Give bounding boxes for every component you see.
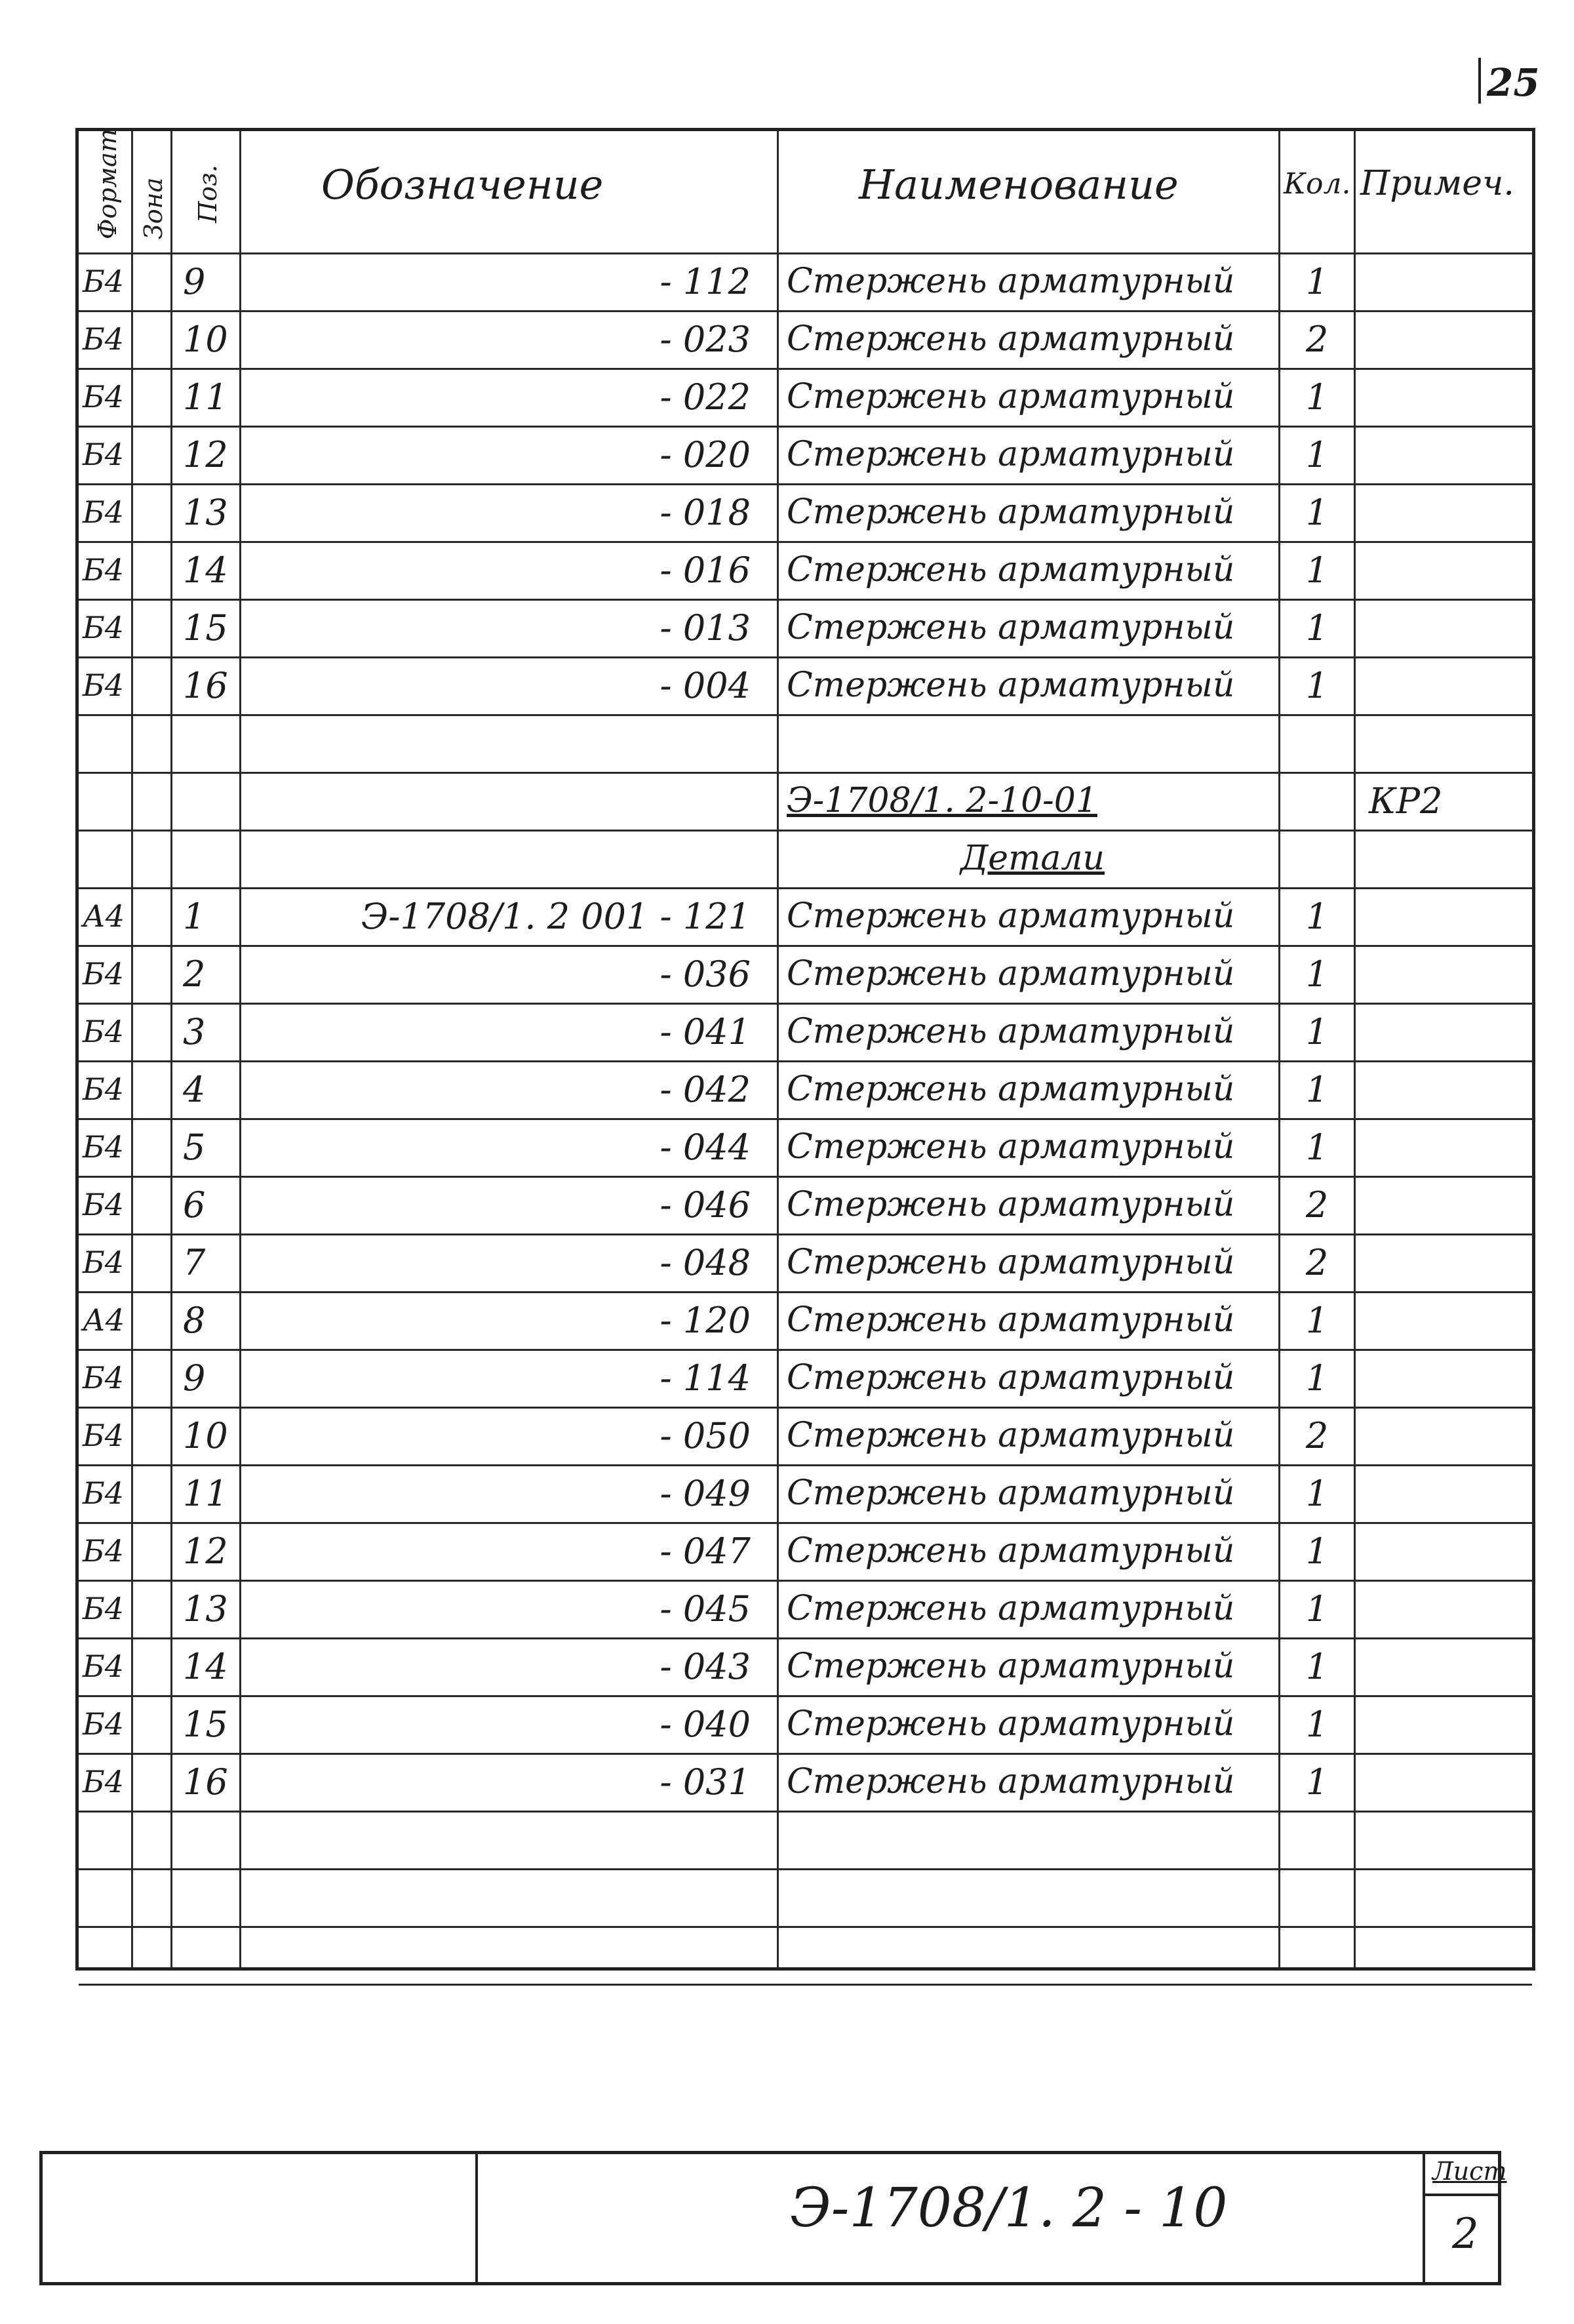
cell-pos: 13 [183,1588,228,1630]
cell-qty [1280,772,1354,830]
cell-zone [133,887,170,945]
cell-note [1356,310,1533,368]
cell-code [241,1868,751,1926]
cell-format: Б4 [83,1706,125,1742]
cell-name: Стержень арматурный [787,896,1235,936]
cell-pos: 15 [183,1703,228,1745]
cell-zone [133,310,170,368]
cell-format: Б4 [83,1360,125,1395]
cell-zone [133,1464,170,1522]
header-note: Примеч. [1360,164,1514,203]
cell-name: Стержень арматурный [787,954,1235,993]
cell-note [1356,426,1533,483]
row-divider [79,1984,1532,1986]
cell-zone [133,1522,170,1580]
cell-code: - 036 [659,953,751,995]
sheet-value: 2 [1452,2210,1479,2258]
cell-code [241,772,751,830]
cell-zone [133,714,170,772]
cell-format: Б4 [83,1418,125,1453]
cell-qty: 1 [1305,1761,1329,1803]
cell-qty: 1 [1305,1357,1329,1399]
cell-zone [133,368,170,426]
cell-code: - 045 [659,1588,751,1630]
cell-qty: 1 [1305,895,1329,937]
cell-code: Э-1708/1. 2 001 - 121 [361,895,751,937]
cell-name: Стержень арматурный [787,1589,1235,1628]
cell-code: - 040 [659,1703,751,1745]
cell-qty: 2 [1305,318,1329,360]
cell-pos [172,830,239,887]
cell-note [1356,1926,1533,1984]
cell-zone [133,1811,170,1868]
cell-name: Стержень арматурный [787,1647,1235,1686]
cell-format: Б4 [83,1475,125,1511]
cell-zone [133,483,170,541]
cell-format: Б4 [83,321,125,357]
cell-note [1356,1233,1533,1291]
cell-note [1356,1637,1533,1695]
specification-table [75,128,1535,1971]
cell-name: Стержень арматурный [787,1185,1235,1224]
cell-pos: 3 [183,1011,206,1052]
cell-pos: 6 [183,1184,206,1226]
header-zone: Зона [139,177,168,239]
cell-code: - 048 [659,1241,751,1283]
cell-qty: 1 [1305,1126,1329,1168]
cell-zone [133,599,170,656]
cell-qty: 1 [1305,1703,1329,1745]
cell-code: - 049 [659,1472,751,1514]
cell-format [79,1868,131,1926]
cell-qty: 1 [1305,664,1329,706]
cell-format: Б4 [83,1129,125,1165]
cell-code: - 016 [659,549,751,591]
cell-zone [133,541,170,599]
cell-format [79,1811,131,1868]
cell-zone [133,1291,170,1349]
cell-zone [133,830,170,887]
cell-format: Б4 [83,1764,125,1799]
cell-pos: 16 [183,664,228,706]
cell-pos: 12 [183,1530,228,1572]
cell-name: Стержень арматурный [787,666,1235,705]
cell-note [1356,1407,1533,1464]
cell-note [1356,945,1533,1003]
cell-name: Стержень арматурный [787,1473,1235,1513]
header-pos: Поз. [193,165,222,223]
sheet-label: Лист [1432,2157,1507,2186]
cell-note [1356,1060,1533,1118]
header-name: Наименование [859,161,1179,209]
cell-format: А4 [83,898,125,934]
cell-note [1356,368,1533,426]
cell-note [1356,656,1533,714]
cell-name: Стержень арматурный [787,1243,1235,1282]
cell-name: Стержень арматурный [787,262,1235,301]
cell-zone [133,1003,170,1060]
cell-pos [172,1926,239,1984]
title-block-divider [1423,2154,1425,2282]
cell-name: Стержень арматурный [787,377,1235,416]
cell-code [241,1811,751,1868]
cell-code: - 020 [659,433,751,475]
cell-pos: 11 [183,376,228,418]
cell-name: Стержень арматурный [787,1127,1235,1167]
cell-code: - 023 [659,318,751,360]
cell-note [1356,1349,1533,1407]
cell-format: Б4 [83,956,125,992]
cell-note [1356,1580,1533,1637]
cell-code: - 022 [659,376,751,418]
cell-code: - 042 [659,1068,751,1110]
cell-note [1356,1753,1533,1811]
cell-pos [172,714,239,772]
cell-pos: 11 [183,1472,228,1514]
cell-note [1356,714,1533,772]
cell-qty: 1 [1305,1472,1329,1514]
cell-note [1356,1464,1533,1522]
cell-qty: 1 [1305,1588,1329,1630]
cell-note [1356,1003,1533,1060]
cell-qty: 1 [1305,1068,1329,1110]
cell-zone [133,1060,170,1118]
cell-note [1356,1118,1533,1176]
cell-name: Стержень арматурный [787,1012,1235,1051]
cell-code: - 046 [659,1184,751,1226]
cell-code: - 043 [659,1645,751,1687]
cell-qty: 1 [1305,260,1329,302]
cell-note [1356,1176,1533,1233]
cell-format: Б4 [83,1072,125,1107]
cell-zone [133,1637,170,1695]
cell-pos: 9 [183,260,206,302]
cell-qty: 2 [1305,1414,1329,1456]
cell-name: Стержень арматурный [787,319,1235,359]
cell-name: Стержень арматурный [787,1300,1235,1340]
cell-qty: 1 [1305,433,1329,475]
cell-format: Б4 [83,1533,125,1569]
cell-name: Детали [960,839,1105,878]
cell-note [1356,599,1533,656]
cell-format: Б4 [83,437,125,472]
cell-pos: 2 [183,953,206,995]
cell-qty: 1 [1305,491,1329,533]
cell-code [241,714,751,772]
cell-qty: 1 [1305,1299,1329,1341]
cell-note [1356,1811,1533,1868]
cell-name: Стержень арматурный [787,550,1235,590]
cell-zone [133,1407,170,1464]
cell-pos: 14 [183,1645,228,1687]
cell-name: Стержень арматурный [787,1416,1235,1455]
cell-name: Стержень арматурный [787,1358,1235,1397]
header-format: Формат [93,129,122,239]
cell-zone [133,656,170,714]
cell-qty [1280,1811,1354,1868]
cell-pos: 9 [183,1357,206,1399]
cell-qty: 1 [1305,607,1329,649]
cell-name: Стержень арматурный [787,1531,1235,1571]
cell-note [1356,483,1533,541]
cell-note [1356,1868,1533,1926]
cell-zone [133,1753,170,1811]
cell-note: КР2 [1369,780,1443,822]
cell-qty: 2 [1305,1241,1329,1283]
cell-pos [172,1811,239,1868]
cell-format: Б4 [83,552,125,588]
cell-note [1356,252,1533,310]
cell-pos: 16 [183,1761,228,1803]
cell-zone [133,1118,170,1176]
cell-code: - 120 [659,1299,751,1341]
cell-format: Б4 [83,1245,125,1280]
cell-format [79,772,131,830]
cell-name: Стержень арматурный [787,1762,1235,1801]
cell-format [79,714,131,772]
cell-qty [1280,1926,1354,1984]
cell-pos: 1 [183,895,206,937]
cell-note [1356,1695,1533,1753]
cell-format: Б4 [83,494,125,530]
cell-format: Б4 [83,1649,125,1684]
cell-qty [1280,714,1354,772]
cell-name: Стержень арматурный [787,1704,1235,1744]
cell-qty: 2 [1305,1184,1329,1226]
cell-note [1356,541,1533,599]
cell-code: - 044 [659,1126,751,1168]
cell-pos: 4 [183,1068,206,1110]
header-qty: Кол. [1284,167,1351,201]
cell-qty: 1 [1305,1645,1329,1687]
cell-code: - 031 [659,1761,751,1803]
cell-name: Стержень арматурный [787,608,1235,647]
cell-pos [172,1868,239,1926]
document-code: Э-1708/1. 2 - 10 [790,2177,1228,2239]
cell-pos: 13 [183,491,228,533]
cell-format: А4 [83,1302,125,1338]
cell-format [79,830,131,887]
cell-zone [133,1695,170,1753]
cell-zone [133,772,170,830]
cell-zone [133,1868,170,1926]
cell-name: Стержень арматурный [787,435,1235,474]
cell-code: - 114 [659,1357,751,1399]
page-number: 25 [1487,60,1540,105]
cell-zone [133,1580,170,1637]
cell-qty: 1 [1305,376,1329,418]
cell-note [1356,1291,1533,1349]
cell-format: Б4 [83,264,125,299]
cell-format [79,1926,131,1984]
cell-name [779,714,1278,772]
cell-zone [133,945,170,1003]
cell-zone [133,1233,170,1291]
cell-code: - 018 [659,491,751,533]
cell-note [1356,830,1533,887]
cell-code [241,1926,751,1984]
cell-name [779,1926,1278,1984]
cell-code: - 050 [659,1414,751,1456]
cell-name: Стержень арматурный [787,1070,1235,1109]
cell-pos: 12 [183,433,228,475]
cell-code: - 047 [659,1530,751,1572]
cell-pos: 7 [183,1241,206,1283]
cell-pos: 14 [183,549,228,591]
cell-pos: 8 [183,1299,206,1341]
cell-code: - 004 [659,664,751,706]
cell-name: Стержень арматурный [787,492,1235,532]
cell-qty: 1 [1305,549,1329,591]
cell-zone [133,1349,170,1407]
cell-pos: 10 [183,1414,228,1456]
cell-note [1356,887,1533,945]
cell-format: Б4 [83,610,125,645]
cell-name [779,1868,1278,1926]
cell-zone [133,1176,170,1233]
cell-qty: 1 [1305,1530,1329,1572]
cell-zone [133,1926,170,1984]
cell-code [241,830,751,887]
cell-code: - 013 [659,607,751,649]
cell-zone [133,426,170,483]
cell-pos: 5 [183,1126,206,1168]
cell-format: Б4 [83,1187,125,1222]
title-block-divider [475,2154,478,2282]
cell-qty: 1 [1305,1011,1329,1052]
page-number-mark [1478,58,1481,104]
cell-zone [133,252,170,310]
cell-qty [1280,830,1354,887]
title-block [39,2151,1507,2285]
cell-qty [1280,1868,1354,1926]
header-designation: Обозначение [321,161,604,209]
cell-name [779,1811,1278,1868]
cell-pos: 15 [183,607,228,649]
cell-code: - 041 [659,1011,751,1052]
cell-format: Б4 [83,668,125,703]
cell-format: Б4 [83,379,125,414]
cell-pos: 10 [183,318,228,360]
cell-format: Б4 [83,1014,125,1049]
cell-note [1356,1522,1533,1580]
cell-code: - 112 [659,260,751,302]
cell-name: Э-1708/1. 2-10-01 [787,781,1097,820]
cell-pos [172,772,239,830]
cell-qty: 1 [1305,953,1329,995]
title-block-divider [1423,2194,1498,2196]
cell-format: Б4 [83,1591,125,1626]
